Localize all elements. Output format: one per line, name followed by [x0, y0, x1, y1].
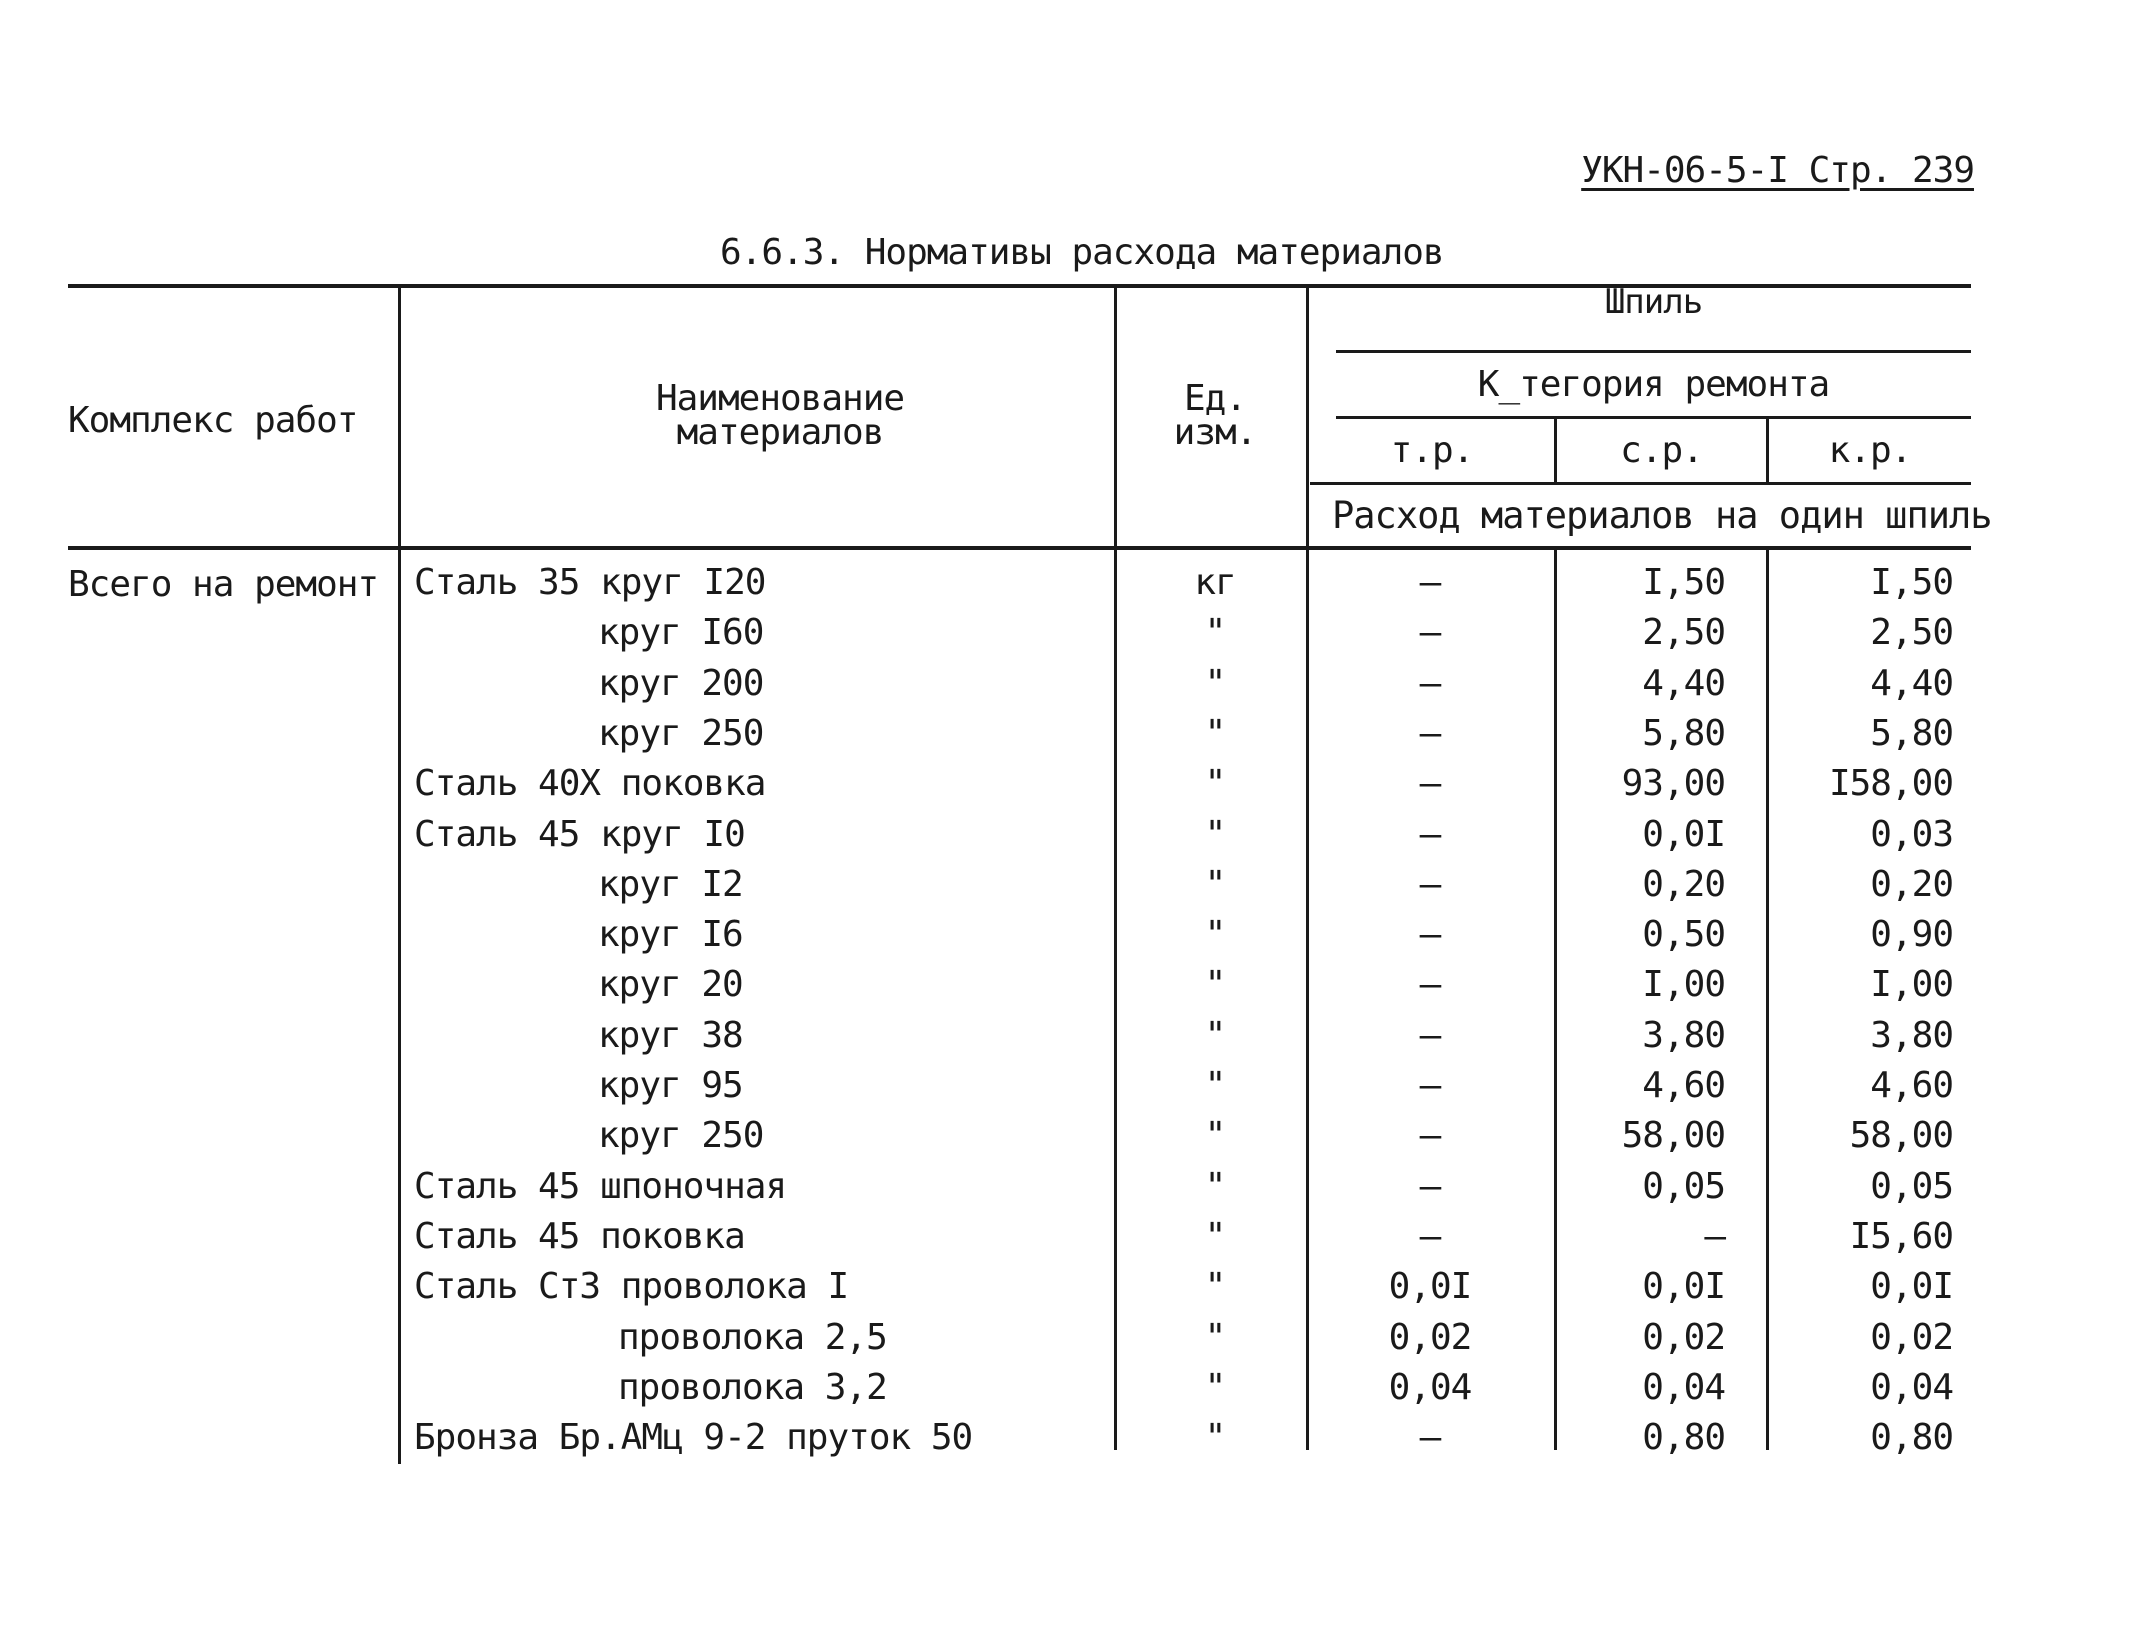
- unit-value: ": [1204, 1317, 1226, 1358]
- material-name: круг I2: [598, 864, 743, 905]
- tr-value: –: [1419, 1417, 1441, 1458]
- sr-value: 0,80: [1642, 1417, 1725, 1458]
- unit-value: ": [1204, 864, 1226, 905]
- material-name: проволока 3,2: [618, 1367, 887, 1408]
- subcolumn-rule: [1310, 482, 1971, 485]
- unit-value: ": [1204, 914, 1226, 955]
- header-consumption: Расход материалов на один шпиль: [1332, 494, 1992, 537]
- tr-value: –: [1419, 562, 1441, 603]
- group-rule: [1336, 350, 1971, 353]
- unit-value: ": [1204, 612, 1226, 653]
- material-name: Сталь 45 шпоночная: [414, 1166, 787, 1207]
- material-name: Сталь 45 круг I0: [414, 814, 745, 855]
- header-unit: [1170, 378, 1260, 453]
- tr-value: –: [1419, 1115, 1441, 1156]
- unit-value: кг: [1194, 562, 1236, 603]
- kr-value: I,00: [1870, 964, 1953, 1005]
- unit-value: ": [1204, 1065, 1226, 1106]
- kr-value: 58,00: [1849, 1115, 1953, 1156]
- kr-value: 0,03: [1870, 814, 1953, 855]
- tr-value: –: [1419, 663, 1441, 704]
- sr-value: 3,80: [1642, 1015, 1725, 1056]
- sr-value: 0,20: [1642, 864, 1725, 905]
- material-name: Сталь 40Х поковка: [414, 763, 766, 804]
- sr-value: 0,02: [1642, 1317, 1725, 1358]
- tr-value: –: [1419, 612, 1441, 653]
- material-name: Сталь 45 поковка: [414, 1216, 745, 1257]
- complex-value: Всего на ремонт: [68, 564, 379, 605]
- header-group: Шпиль: [1604, 282, 1703, 322]
- material-name: круг 20: [598, 964, 743, 1005]
- unit-value: ": [1204, 964, 1226, 1005]
- material-name: круг 250: [598, 713, 764, 754]
- kr-value: I5,60: [1849, 1216, 1953, 1257]
- unit-value: ": [1204, 814, 1226, 855]
- tr-value: –: [1419, 1015, 1441, 1056]
- header-material-label: Наименование материалов: [655, 378, 905, 453]
- tr-value: –: [1419, 1065, 1441, 1106]
- header-kr: к.р.: [1828, 430, 1912, 471]
- header-unit-label: Ед. изм.: [1173, 378, 1257, 453]
- material-name: Сталь 35 круг I20: [414, 562, 766, 603]
- sr-value: 0,50: [1642, 914, 1725, 955]
- unit-value: ": [1204, 1367, 1226, 1408]
- unit-value: ": [1204, 1417, 1226, 1458]
- tr-value: –: [1419, 1166, 1441, 1207]
- tr-value: –: [1419, 1216, 1441, 1257]
- col-divider-unit: [1306, 284, 1309, 1450]
- sr-value: 93,00: [1621, 763, 1725, 804]
- kr-value: 0,05: [1870, 1166, 1953, 1207]
- sr-value: –: [1704, 1216, 1725, 1257]
- unit-value: ": [1204, 1216, 1226, 1257]
- material-name: проволока 2,5: [618, 1317, 887, 1358]
- kr-value: I58,00: [1828, 763, 1953, 804]
- section-title: 6.6.3. Нормативы расхода материалов: [720, 232, 1444, 273]
- tr-value: 0,04: [1388, 1367, 1472, 1408]
- unit-value: ": [1204, 1266, 1226, 1307]
- kr-value: 3,80: [1870, 1015, 1953, 1056]
- material-name: круг 200: [598, 663, 764, 704]
- sr-value: 0,05: [1642, 1166, 1725, 1207]
- sr-value: 5,80: [1642, 713, 1725, 754]
- sr-value: 58,00: [1621, 1115, 1725, 1156]
- material-name: круг I6: [598, 914, 743, 955]
- kr-value: 5,80: [1870, 713, 1953, 754]
- header-sr: с.р.: [1620, 430, 1703, 471]
- kr-value: 0,04: [1870, 1367, 1953, 1408]
- tr-value: 0,0I: [1388, 1266, 1472, 1307]
- sr-value: 0,0I: [1642, 1266, 1725, 1307]
- sr-value: I,50: [1642, 562, 1725, 603]
- unit-value: ": [1204, 763, 1226, 804]
- material-name: круг 95: [598, 1065, 743, 1106]
- tr-value: 0,02: [1388, 1317, 1472, 1358]
- sr-value: 4,40: [1642, 663, 1725, 704]
- tr-value: –: [1419, 814, 1441, 855]
- col-divider-material: [1114, 284, 1117, 1450]
- kr-value: 0,0I: [1870, 1266, 1953, 1307]
- header-category: К_тегория ремонта: [1477, 364, 1830, 405]
- material-name: круг 250: [598, 1115, 764, 1156]
- kr-value: I,50: [1870, 562, 1953, 603]
- sr-value: 0,0I: [1642, 814, 1725, 855]
- header-bottom-rule: [68, 546, 1971, 550]
- tr-value: –: [1419, 763, 1441, 804]
- category-rule: [1336, 416, 1971, 419]
- kr-value: 0,90: [1870, 914, 1953, 955]
- sr-value: 4,60: [1642, 1065, 1725, 1106]
- kr-value: 2,50: [1870, 612, 1953, 653]
- material-name: Бронза Бр.АМц 9-2 пруток 50: [414, 1417, 973, 1458]
- kr-value: 0,02: [1870, 1317, 1953, 1358]
- unit-value: ": [1204, 713, 1226, 754]
- unit-value: ": [1204, 663, 1226, 704]
- header-tr: т.р.: [1390, 430, 1474, 471]
- tr-value: –: [1419, 864, 1441, 905]
- sr-value: 2,50: [1642, 612, 1725, 653]
- kr-value: 0,80: [1870, 1417, 1953, 1458]
- unit-value: ": [1204, 1015, 1226, 1056]
- sr-value: I,00: [1642, 964, 1725, 1005]
- material-name: круг 38: [598, 1015, 743, 1056]
- kr-value: 0,20: [1870, 864, 1953, 905]
- sr-value: 0,04: [1642, 1367, 1725, 1408]
- col-divider-complex: [398, 284, 401, 1464]
- kr-value: 4,60: [1870, 1065, 1953, 1106]
- material-name: круг I60: [598, 612, 764, 653]
- tr-value: –: [1419, 964, 1441, 1005]
- header-complex: Комплекс работ: [68, 400, 358, 441]
- unit-value: ": [1204, 1115, 1226, 1156]
- document-code: УКН-06-5-I Стр. 239: [1581, 150, 1974, 191]
- unit-value: ": [1204, 1166, 1226, 1207]
- kr-value: 4,40: [1870, 663, 1953, 704]
- tr-value: –: [1419, 713, 1441, 754]
- tr-value: –: [1419, 914, 1441, 955]
- material-name: Сталь Ст3 проволока I: [414, 1266, 849, 1307]
- header-material: [600, 378, 960, 453]
